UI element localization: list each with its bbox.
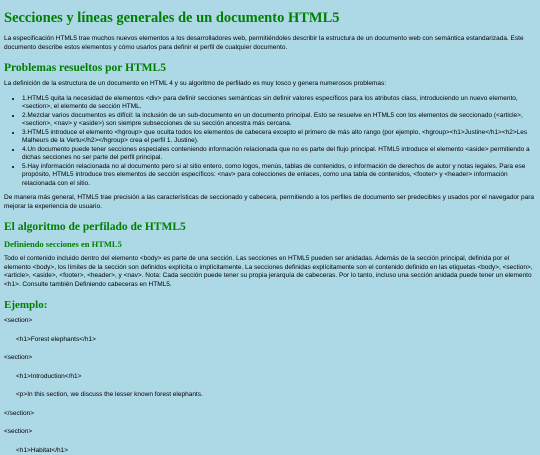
algorithm-paragraph: Todo el contenido incluido dentro del elemento <body> es parte de una sección. Las secciones en HTML5 pueden ser anidadas. Además de la sección principal, definida por el elemento <body>, los límites de la sección son definidos explícita o implícitamente. La secciones definidas explícitamente son el contenido definido en las etiquetas <body>, <section>, <article>, <aside>, <footer>, <header>, y <nav>. Nota: Cada sección puede tener su propia jerarquía de cabeceras. Por lo tanto, incluso una sección anidada puede tener un elemento <h1>. Consulte también Definiendo cabeceras en HTML5. [4, 255, 536, 289]
section-heading-algorithm: El algoritmo de perfilado de HTML5 [4, 221, 536, 233]
code-line: <section> [4, 428, 536, 437]
intro-paragraph: La especificación HTML5 trae muchos nuevos elementos a los desarrolladores web, permitiéndoles describir la estructura de un documento web con semántica estandarizada. Este documento describe estos elementos y cómo usarlos para definir el perfil de cualquier documento. [4, 35, 536, 52]
section-heading-problems: Problemas resueltos por HTML5 [4, 62, 536, 74]
code-line: <section> [4, 354, 536, 363]
example-heading: Ejemplo: [4, 299, 536, 311]
list-item: • 5.Hay información relacionada no al documento pero si al sitio entero, como logos, menús, tablas de contenidos, o información de derechos de autor y notas legales. Para ese propósito, HTML5 introduce tres elementos de sección específicos: <nav> para colecciones de enlaces, como una tabla de contenidos, <footer> y <header> información relacionada con el sitio. [22, 163, 536, 189]
page-title: Secciones y líneas generales de un documento HTML5 [4, 10, 536, 27]
list-item: • 1.HTML5 quita la necesidad de elementos <div> para definir secciones semánticas sin definir valores específicos para los atributos class, introduciendo un nuevo elemento, <section>, el elemento de sección HTML. [22, 95, 536, 112]
problems-list [4, 95, 536, 189]
subheading-defining-sections: Definiendo secciones en HTML5 [4, 239, 536, 249]
problems-lead: La definición de la estructura de un documento en HTML 4 y su algoritmo de perfilado es muy tosco y genera numerosos problemas: [4, 80, 536, 89]
list-item: • 2.Mezclar varios documentos es difícil: la inclusión de un sub-documento en un documento principal. Esto se resuelve en HTML5 con los elementos de seccionado (<article>, <section>, <nav> y <aside>) son siempre subsecciones de su sección ancestra más cercana. [22, 112, 536, 129]
code-example [4, 317, 536, 455]
code-line: <section> [4, 317, 536, 326]
code-line: <h1>Habitat</h1> [4, 447, 536, 455]
list-item: • 4.Un documento puede tener secciones especiales conteniendo información relacionada que no es parte del flujo principal. HTML5 introduce el elemento <aside> permitiendo a dichas secciones no ser parte del perfil principal. [22, 146, 536, 163]
code-line: <h1>Introduction</h1> [4, 373, 536, 382]
problems-summary: De manera más general, HTML5 trae precisión a las características de seccionado y cabecera, permitiendo a los perfiles de documento ser predecibles y usados por el navegador para mejorar la experiencia de usuario. [4, 194, 536, 211]
code-line: <p>In this section, we discuss the lesser known forest elephants. [4, 391, 536, 400]
code-line: </section> [4, 410, 536, 419]
list-item: • 3.HTML5 introduce el elemento <hgroup> que oculta todos los elementos de cabecera excepto el primero de más alto rango (por ejemplo, <hgroup><h1>Justine</h1><h2>Les Malheurs de la Vertu</h2></hgroup> crea el perfil 1. Justine). [22, 129, 536, 146]
code-line: <h1>Forest elephants</h1> [4, 336, 536, 345]
